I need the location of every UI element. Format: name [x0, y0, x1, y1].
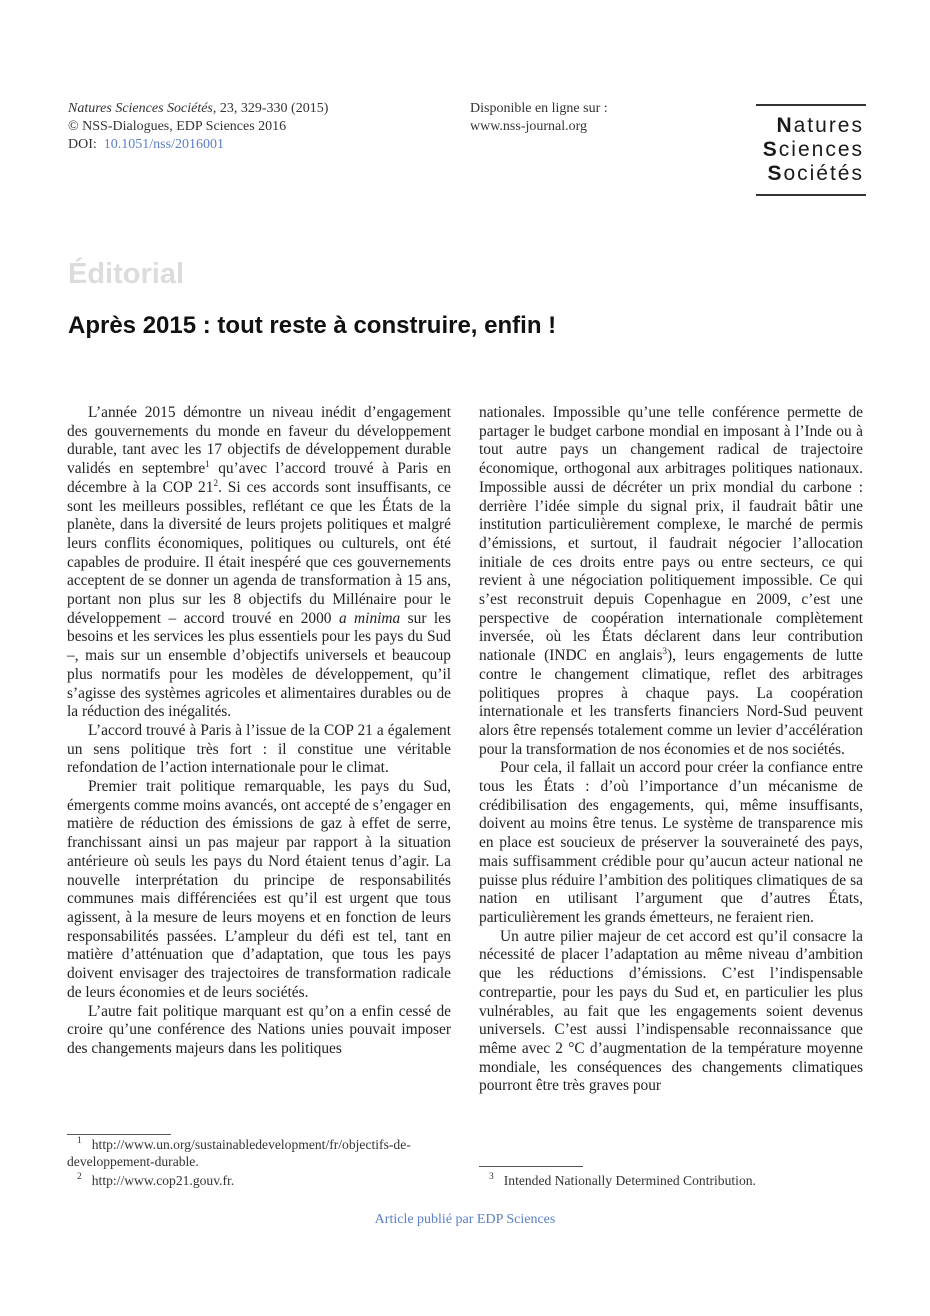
copyright-line: © NSS-Dialogues, EDP Sciences 2016: [68, 119, 287, 134]
journal-website: www.nss-journal.org: [470, 119, 588, 134]
footnote-rule: [479, 1166, 583, 1167]
paragraph: Pour cela, il fallait un accord pour créer la confiance entre tous les États : d’où l’importance d’un mécanisme de crédibilisation des engagements, qui, même insuffisants, doivent au moins être tenus. Le système de transparence mis en place est soucieux de préserver la souveraineté des pays, mais suffisamment crédible pour qu’aucun acteur national ne puisse plus réduire l’ambition des politiques climatiques de sa nation en utilisant l’argument que d’autres États, particulièrement les grands émetteurs, ne feraient rien.: [479, 759, 863, 926]
footnote-2: $^2$ http://www.cop21.gouv.fr.: [77, 1172, 235, 1188]
paragraph: nationales. Impossible qu’une telle conférence permette de partager le budget carbone mondial en imposant à l’Inde ou à tout autre pays un changement radical de trajectoire économique, orthogonal aux arbitrages politiques nationaux. Impossible aussi de décréter un prix mondial du carbone : derrière l’idée simple du signal prix, il faudrait bâtir une institution particulièrement complexe, le marché de permis d’émissions, et surtout, il faudrait négocier l’allocation initiale de ces droits entre pays ou entre secteurs, ce qui revient à une négociation politiquement impossible. Ce qui s’est reconstruit depuis Copenhague en 2009, c’est une perspective de coopération internationale complètement inversée, où les États déclarent dans leur contribution nationale (INDC en anglais$^3$), leurs engagements de lutte contre le changement climatique, reflet des arbitrages politiques propres à chaque pays. La coopération internationale et les transferts financiers Nord-Sud peuvent alors être repensés totalement comme un levier d’accélération pour la transformation de nos économies et de nos sociétés.: [479, 404, 863, 758]
logo-line-societes: Sociétés: [767, 162, 864, 185]
footnote-2-link[interactable]: http://www.cop21.gouv.fr.: [91, 1173, 235, 1188]
right-column: [479, 404, 863, 1096]
journal-logo: [756, 104, 866, 196]
doi-label: DOI:: [68, 137, 97, 152]
section-heading: Éditorial: [68, 258, 185, 290]
doi-link[interactable]: 10.1051/nss/2016001: [103, 137, 224, 152]
citation-details: , 23, 329-330 (2015): [212, 101, 329, 116]
publisher-footer[interactable]: Article publié par EDP Sciences: [374, 1212, 556, 1227]
footnote-ref[interactable]: 1: [205, 458, 210, 469]
footnote-1: $^1$ http://www.un.org/sustainabledevelopment/fr/objectifs-de-developpement-durable.: [67, 1136, 411, 1169]
footnote-ref[interactable]: 3: [662, 646, 667, 657]
logo-line-natures: Natures: [776, 114, 864, 137]
paragraph: L’année 2015 démontre un niveau inédit d’engagement des gouvernements du monde en faveur du développement durable, tant avec les 17 objectifs de développement durable validés en septembre$^1$ qu’avec l’accord trouvé à Paris en décembre à la COP $21^2$. Si ces accords sont insuffisants, ce sont les meilleurs possibles, reflétant ce que les États de la planète, dans la diversité de leurs projets politiques et malgré leurs conflits économiques, politiques ou culturels, ont été capables de produire. Il était inespéré que ces gouvernements acceptent de se donner un agenda de transformation à 15 ans, portant non plus sur les 8 objectifs du Millénaire pour le développement – accord trouvé en 2000 a minima sur les besoins et les services les plus essentiels pour les pays du Sud –, mais sur un ensemble d’objectifs universels et beaucoup plus normatifs pour les modèles de développement, qu’il s’agisse des systèmes agricoles et alimentaires durables ou de la réduction des inégalités.: [67, 404, 451, 721]
logo-line-sciences: Sciences: [762, 138, 864, 161]
left-column: [67, 404, 451, 1059]
footnote-3: $^3$ Intended Nationally Determined Contribution.: [489, 1172, 756, 1188]
journal-name: Natures Sciences Sociétés: [68, 101, 213, 116]
availability-label: Disponible en ligne sur :: [470, 101, 608, 116]
paragraph: Premier trait politique remarquable, les pays du Sud, émergents comme moins avancés, ont accepté de s’engager en matière de réduction des émissions de gaz à effet de serre, franchissant ainsi un pas majeur par rapport à la situation antérieure où seuls les pays du Nord étaient tenus d’agir. La nouvelle interprétation du principe de responsabilités communes mais différenciées est qu’il est urgent que tous agissent, à la mesure de leurs moyens et en fonction de leurs responsabilités passées. L’ampleur du défi est tel, tant en matière d’atténuation que d’adaptation, que tous les pays doivent envisager des trajectoires de transformation radicale de leurs économies et de leurs sociétés.: [67, 778, 451, 1001]
availability-info: [470, 100, 608, 136]
paragraph: L’autre fait politique marquant est qu’on a enfin cessé de croire qu’une conférence des Nations unies pouvait imposer des changements majeurs dans les politiques: [67, 1002, 451, 1057]
article-metadata: [68, 100, 328, 154]
footnote-rule: [67, 1134, 171, 1135]
citation-line: [68, 100, 328, 118]
paragraph: L’accord trouvé à Paris à l’issue de la COP 21 a également un sens politique très fort : il constitue une véritable refondation de l’action internationale pour le climat.: [67, 721, 451, 777]
footnote-1-link[interactable]: http://www.un.org/sustainabledevelopment/fr/objectifs-de-developpement-durable.: [67, 1137, 411, 1169]
paragraph: Un autre pilier majeur de cet accord est qu’il consacre la nécessité de placer l’adaptation au même niveau d’ambition que les réductions d’émissions. C’est l’indispensable contrepartie, pour les pays du Sud et, en particulier les plus vulnérables, au fait que les engagements soient devenus universels. C’est aussi l’indispensable reconnaissance que même avec 2 °C d’augmentation de la température moyenne mondiale, les conséquences des changements climatiques pourront être très graves pour: [479, 927, 863, 1095]
doi-line: [68, 136, 328, 154]
footnote-ref[interactable]: 2: [213, 477, 218, 488]
article-title: Après 2015 : tout reste à construire, enfin !: [68, 312, 557, 339]
